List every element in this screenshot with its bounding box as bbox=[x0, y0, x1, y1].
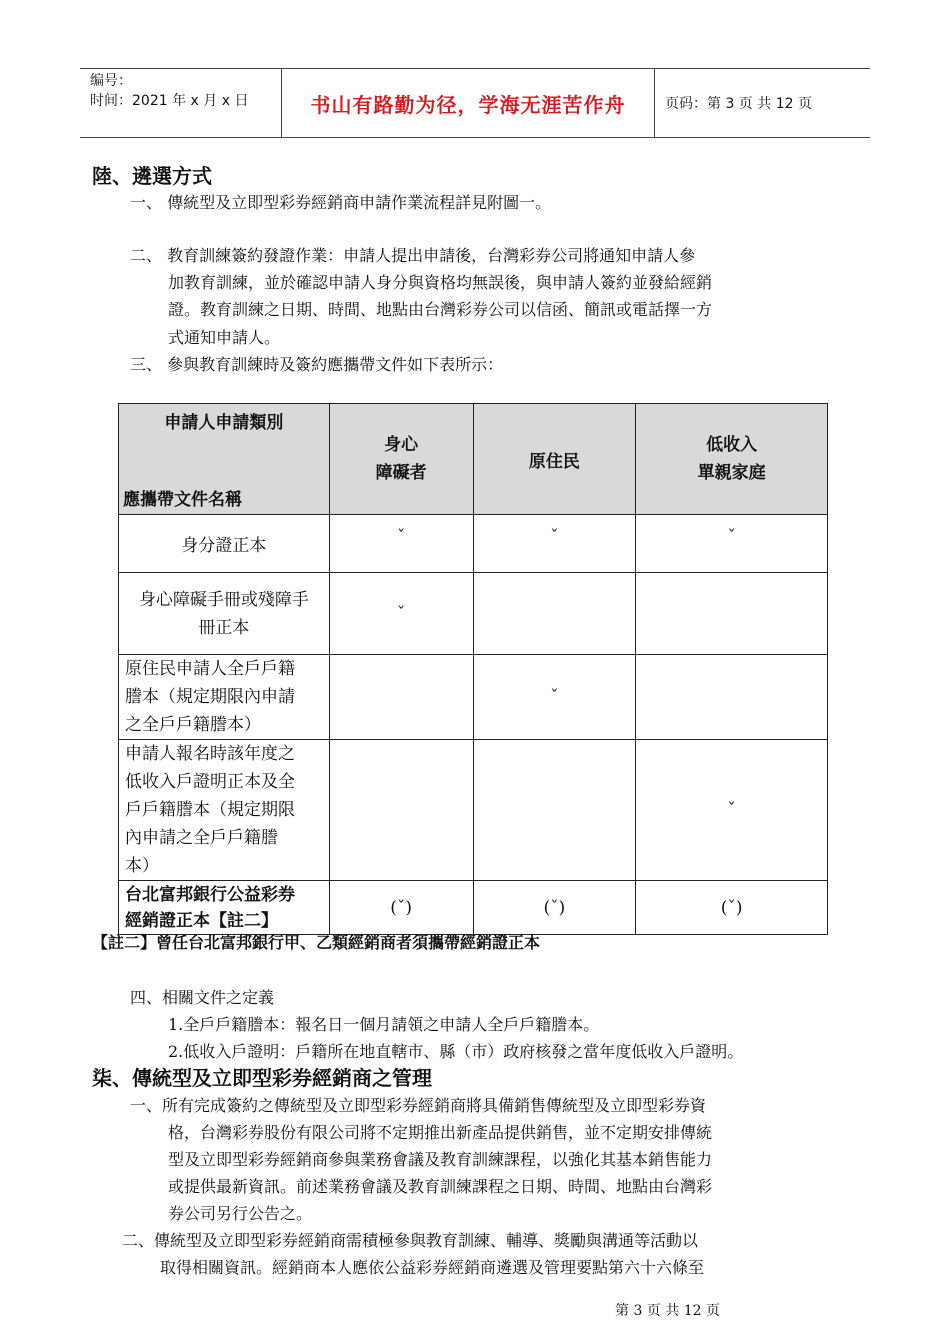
table-note: 【註二】曾任台北富邦銀行甲、乙類經銷商者須攜帶經銷證正本 bbox=[92, 933, 541, 952]
corner-top-label: 申請人申請類別 bbox=[164, 413, 284, 433]
row-mark: (ˇ) bbox=[473, 881, 636, 935]
row-doc-name: 申請人報名時該年度之 低收入戶證明正本及全 戶戶籍謄本（規定期限 內申請之全戶戶籍謄 本） bbox=[119, 740, 330, 881]
row-mark: ˇ bbox=[329, 515, 473, 573]
column-header-indigenous: 原住民 bbox=[473, 404, 636, 515]
section6-title: 陸、遴選方式 bbox=[92, 164, 212, 188]
section7-item1-line5: 券公司另行公告之。 bbox=[168, 1204, 313, 1223]
row-mark: (ˇ) bbox=[636, 881, 828, 935]
header-time: 时间：2021 年 x 月 x 日 bbox=[90, 93, 249, 109]
section6-item2-line1: 二、 教育訓練簽約發證作業：申請人提出申請後，台灣彩券公司將通知申請人參 bbox=[130, 246, 696, 265]
section7-item1-line2: 格，台灣彩券股份有限公司將不定期推出新產品提供銷售，並不定期安排傳統 bbox=[168, 1123, 713, 1142]
row-mark: ˇ bbox=[473, 515, 636, 573]
table-row bbox=[119, 515, 828, 573]
row-doc-name: 身心障礙手冊或殘障手 冊正本 bbox=[119, 573, 330, 655]
section7-item1-line4: 或提供最新資訊。前述業務會議及教育訓練課程之日期、時間、地點由台灣彩 bbox=[168, 1177, 713, 1196]
section7-item1-line3: 型及立即型彩券經銷商參與業務會議及教育訓練課程，以強化其基本銷售能力 bbox=[168, 1150, 713, 1169]
row-mark bbox=[636, 655, 828, 740]
table-corner-cell bbox=[119, 404, 330, 515]
section7-item1-line1: 一、所有完成簽約之傳統型及立即型彩券經銷商將具備銷售傳統型及立即型彩券資 bbox=[130, 1096, 707, 1115]
row-mark: (ˇ) bbox=[329, 881, 473, 935]
section7-title: 柒、傳統型及立即型彩券經銷商之管理 bbox=[92, 1066, 432, 1090]
row-mark: ˇ bbox=[473, 655, 636, 740]
section6-item2-line3: 證。教育訓練之日期、時間、地點由台灣彩券公司以信函、簡訊或電話擇一方 bbox=[168, 300, 713, 319]
row-mark bbox=[329, 655, 473, 740]
table-row bbox=[119, 655, 828, 740]
row-mark bbox=[473, 573, 636, 655]
corner-bottom-label: 應攜帶文件名稱 bbox=[123, 490, 242, 510]
section6-item2-line2: 加教育訓練，並於確認申請人身分與資格均無誤後，與申請人簽約並發給經銷 bbox=[168, 273, 713, 292]
row-mark bbox=[636, 573, 828, 655]
header-motto: 书山有路勤为径，学海无涯苦作舟 bbox=[282, 69, 655, 137]
page-header bbox=[80, 68, 870, 138]
table-row bbox=[119, 573, 828, 655]
row-doc-name: 台北富邦銀行公益彩券 經銷證正本【註二】 bbox=[119, 881, 330, 935]
section7-item2-line1: 二、傳統型及立即型彩券經銷商需積極參與教育訓練、輔導、獎勵與溝通等活動以 bbox=[122, 1231, 699, 1250]
header-number: 编号： bbox=[90, 73, 132, 89]
page-footer: 第 3 页 共 12 页 bbox=[615, 1303, 720, 1319]
defs-title: 四、相關文件之定義 bbox=[130, 988, 275, 1007]
section7-item2-line2: 取得相關資訊。經銷商本人應依公益彩券經銷商遴選及管理要點第六十六條至 bbox=[160, 1258, 705, 1277]
def-household-register: 1.全戶戶籍謄本：報名日一個月請領之申請人全戶戶籍謄本。 bbox=[168, 1015, 600, 1034]
section6-item1: 一、 傳統型及立即型彩券經銷商申請作業流程詳見附圖一。 bbox=[130, 193, 552, 212]
table-header-row bbox=[119, 404, 828, 515]
section6-item3: 三、 參與教育訓練時及簽約應攜帶文件如下表所示： bbox=[130, 355, 504, 374]
row-doc-name: 身分證正本 bbox=[119, 515, 330, 573]
row-mark bbox=[473, 740, 636, 881]
table-row bbox=[119, 740, 828, 881]
header-meta bbox=[80, 69, 282, 137]
row-mark: ˇ bbox=[329, 573, 473, 655]
header-page-info: 页码：第 3 页 共 12 页 bbox=[665, 96, 812, 112]
table-row bbox=[119, 881, 828, 935]
row-mark: ˇ bbox=[636, 515, 828, 573]
column-header-disabled: 身心 障礙者 bbox=[329, 404, 473, 515]
def-low-income-proof: 2.低收入戶證明：戶籍所在地直轄市、縣（市）政府核發之當年度低收入戶證明。 bbox=[168, 1042, 744, 1061]
section6-item2-line4: 式通知申請人。 bbox=[168, 328, 281, 347]
row-mark: ˇ bbox=[636, 740, 828, 881]
row-mark bbox=[329, 740, 473, 881]
documents-table bbox=[118, 403, 828, 935]
column-header-low-income: 低收入 單親家庭 bbox=[636, 404, 828, 515]
row-doc-name: 原住民申請人全戶戶籍 謄本（規定期限內申請 之全戶戶籍謄本） bbox=[119, 655, 330, 740]
